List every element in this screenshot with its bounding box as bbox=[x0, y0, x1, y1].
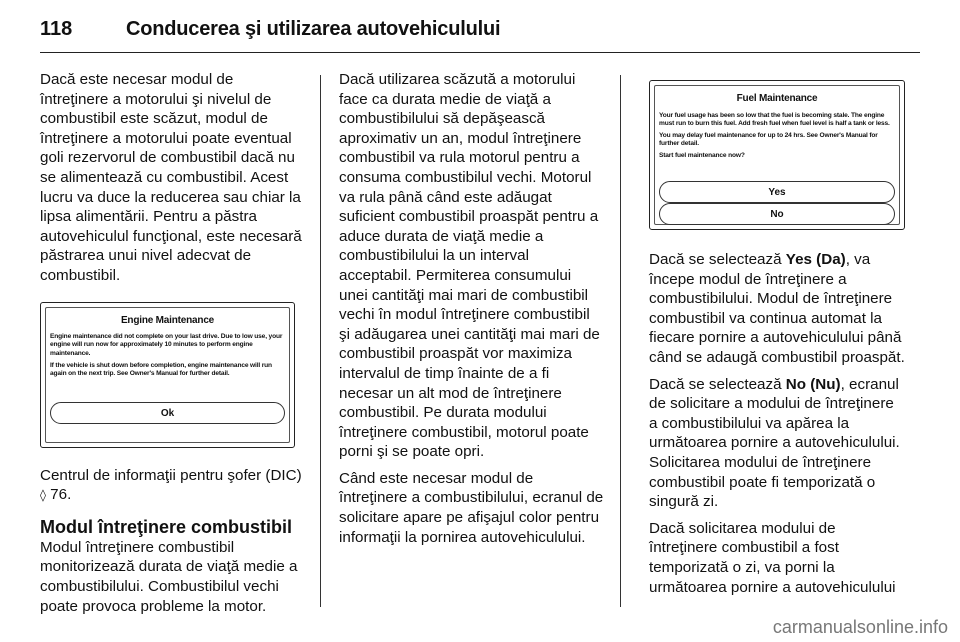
text: Dacă se selectează bbox=[649, 251, 782, 268]
paragraph-yes bbox=[649, 250, 905, 368]
column-divider-2 bbox=[620, 75, 621, 607]
yes-option-label: Yes (Da) bbox=[785, 251, 846, 268]
chapter-title: Conducerea şi utilizarea autovehiculului bbox=[126, 18, 501, 40]
text: , va începe modul de întreţinere a combustibilului. Modul de întreţinere combustibil va continua automat la fiecare pornire a autovehiculului până când se adaugă combustibil proaspăt. bbox=[649, 251, 905, 366]
paragraph: Dacă este necesar modul de întreţinere a motorului şi nivelul de combustibil este scăzut, modul de întreţinere a motorului poate eventual goli rezervorul de combustibil dacă nu se alimentează cu combustibil. Acest lucru va duce la reducerea sau chiar la lipsa alimentării. Pentru a păstra autovehiculul funcţional, este necesară păstrarea unui nivel adecvat de combustibil. bbox=[40, 71, 302, 284]
page-reference-icon: ◊ bbox=[40, 488, 46, 503]
page-header bbox=[40, 12, 920, 52]
reference-page[interactable]: 76. bbox=[50, 486, 72, 504]
paragraph: Când este necesar modul de întreţinere a combustibilului, ecranul de solicitare apare pe afişajul color pentru informaţii la pornirea autovehiculului. bbox=[339, 469, 604, 546]
column-2 bbox=[339, 70, 604, 554]
fuel-maintenance-screen bbox=[649, 80, 905, 230]
engine-maintenance-screen bbox=[40, 302, 295, 448]
yes-button[interactable]: Yes bbox=[659, 181, 895, 203]
screen-line: Engine maintenance did not complete on your last drive. Due to low use, your engine will run now for approximately 10 minutes to perform engine maintenance. bbox=[50, 333, 283, 357]
screen-line: If the vehicle is shut down before completion, engine maintenance will run again on the next trip. See Owner's Manual for further detail. bbox=[50, 361, 272, 377]
paragraph: Dacă solicitarea modului de întreţinere combustibil a fost temporizată o zi, va porni la următoarea pornire a autovehiculului bbox=[649, 519, 896, 596]
column-3 bbox=[649, 70, 905, 604]
column-divider-1 bbox=[320, 75, 321, 607]
screen-frame bbox=[654, 85, 900, 225]
screen-title: Fuel Maintenance bbox=[736, 93, 818, 104]
text: Dacă se selectează bbox=[649, 375, 782, 393]
screen-frame bbox=[45, 307, 290, 443]
ok-button[interactable]: Ok bbox=[50, 402, 285, 424]
text: , ecranul de solicitare a modului de întreţinere a combustibilului va apărea la următoarea pornire a autovehiculului. Solicitarea modului de întreţinere combustibil poate fi temporizată o singură zi. bbox=[649, 375, 900, 511]
dic-reference bbox=[40, 466, 302, 506]
paragraph-no bbox=[649, 375, 905, 512]
screen-title: Engine Maintenance bbox=[120, 314, 215, 326]
screen-message bbox=[659, 112, 895, 161]
screen-message bbox=[50, 333, 285, 378]
section-heading: Modul întreţinere combustibil bbox=[40, 516, 293, 537]
no-button[interactable]: No bbox=[659, 203, 895, 225]
paragraph: Dacă utilizarea scăzută a motorului face ca durata medie de viaţă a combustibilului să depăşească aproximativ un an, modul întreţinere combustibil va rula motorul pentru a consuma combustibilul vechi. Motorul va rula până când este adăugat suficient combustibil proaspăt pentru a aduce durata de viaţă medie a combustibilului la un interval acceptabil. Permiterea consumului unei cantităţi mai mari de combustibil vechi în modul întreţinere combustibil şi adăugarea unei cantităţi mai mari de combustibil proaspăt vor maximiza intervalul de timp înainte de a fi necesar un alt mod de întreţinere combustibil. Pe durata modului întreţinere combustibil, motorul poate porni şi se poate opri. bbox=[339, 71, 600, 461]
watermark: carmanualsonline.info bbox=[772, 617, 948, 637]
screen-line: Your fuel usage has been so low that the fuel is becoming stale. The engine must run to burn this fuel. Add fresh fuel when fuel level is half a tank or less. bbox=[659, 111, 890, 127]
header-rule bbox=[40, 52, 920, 53]
page-number: 118 bbox=[40, 18, 73, 40]
reference-text: Centrul de informaţii pentru şofer (DIC) bbox=[40, 466, 302, 484]
column-1 bbox=[40, 70, 302, 623]
paragraph: Modul întreţinere combustibil monitorizează durata de viaţă medie a combustibilului. Combustibilul vechi poate provoca probleme la motor. bbox=[40, 538, 298, 615]
screen-line: You may delay fuel maintenance for up to 24 hrs. See Owner's Manual for further detail. bbox=[659, 132, 878, 148]
no-option-label: No (Nu) bbox=[785, 375, 841, 393]
screen-line: Start fuel maintenance now? bbox=[659, 152, 745, 160]
